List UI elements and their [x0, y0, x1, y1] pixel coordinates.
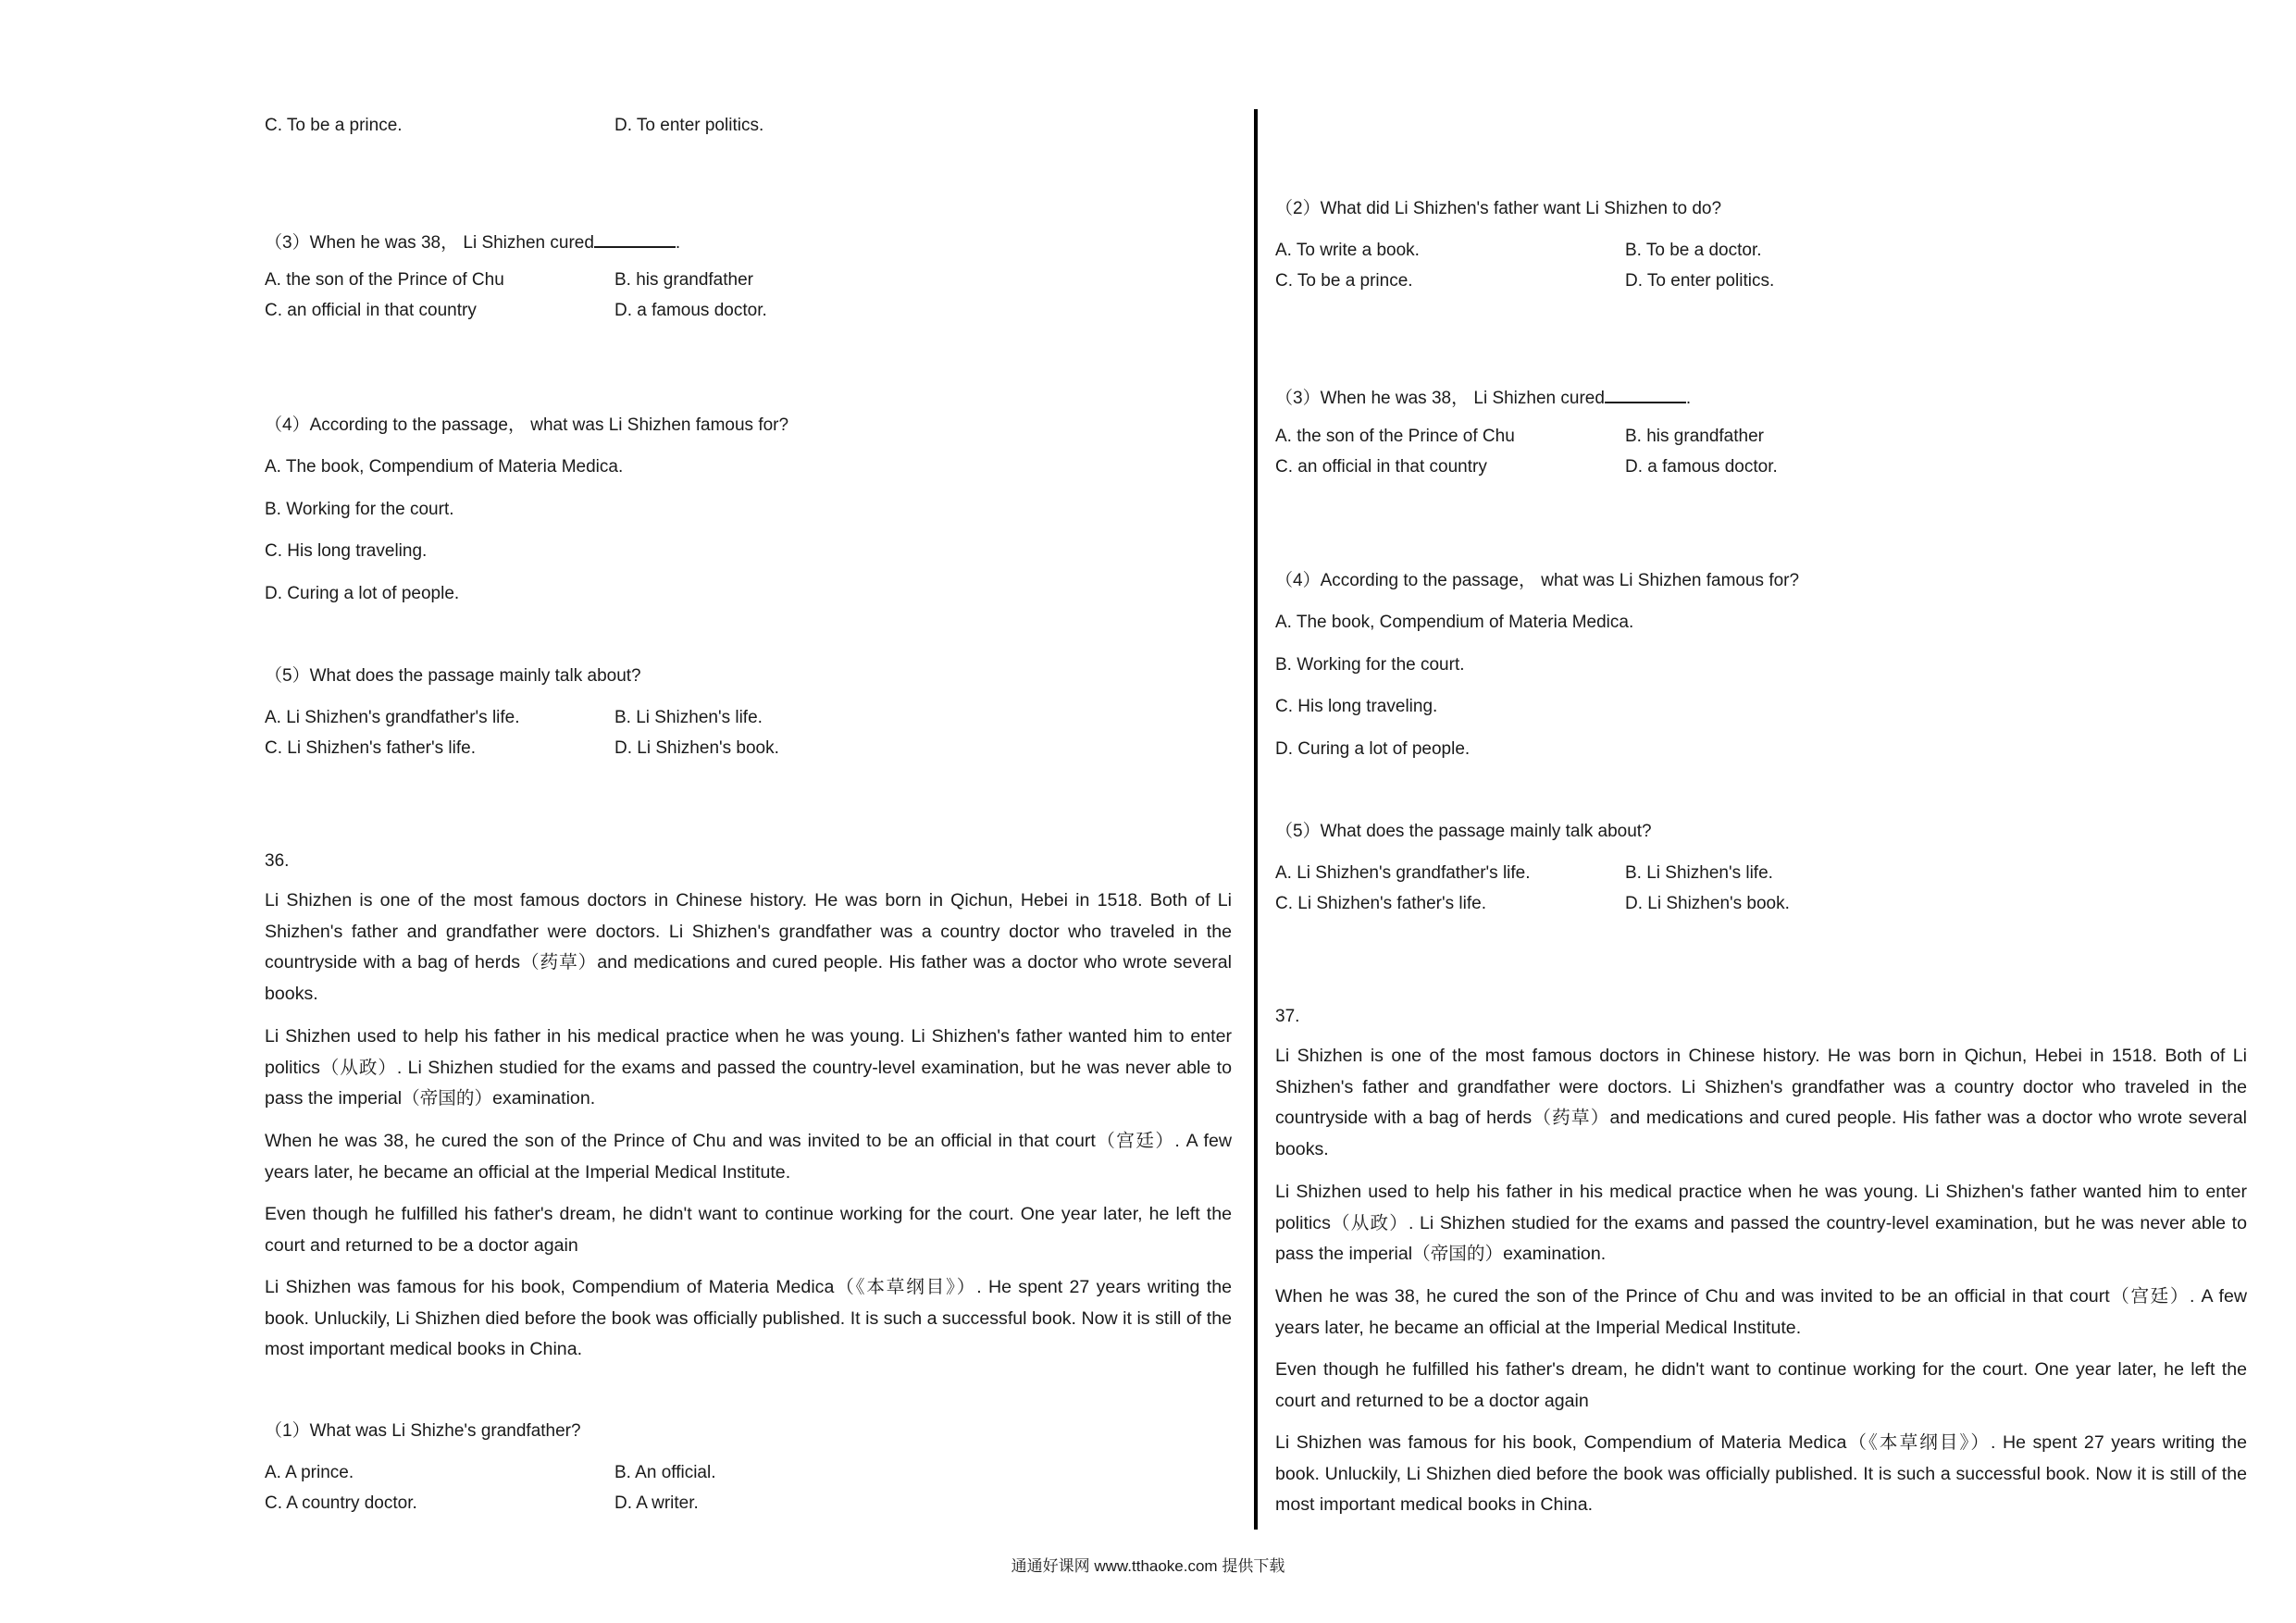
- q2-option-d: D. To enter politics.: [614, 116, 764, 135]
- q5-option-c: C. Li Shizhen's father's life.: [1275, 894, 1486, 913]
- q2-options-row-1: [1275, 241, 1762, 261]
- q5-options-row-2: [1275, 894, 1790, 914]
- q3-option-b: B. his grandfather: [614, 270, 753, 290]
- q3-options-row-1: [1275, 427, 1764, 447]
- q5-option-b: B. Li Shizhen's life.: [614, 708, 763, 727]
- q4-option-b: B. Working for the court.: [1275, 655, 1465, 675]
- passage-paragraph-5: Li Shizhen was famous for his book, Compendium of Materia Medica（《本草纲目》）. He spent 27 years writing the book. Unluckily, Li Shizhen died before the book was officially published. It is such a successful book. Now it is still of the most important medical books in China.: [1275, 1432, 2247, 1516]
- q3-stem: （3）When he was 38， Li Shizhen cured .: [1275, 385, 1691, 409]
- q5-options-row-1: [265, 708, 763, 728]
- q3-option-a: A. the son of the Prince of Chu: [265, 270, 504, 290]
- q1-option-a: A. A prince.: [265, 1463, 354, 1482]
- q1-option-d: D. A writer.: [614, 1493, 699, 1513]
- q4-option-b: B. Working for the court.: [265, 500, 454, 519]
- passage-paragraph-3: When he was 38, he cured the son of the Prince of Chu and was invited to be an official in that court（宫廷）. A few years later, he became an official at the Imperial Medical Institute.: [265, 1131, 1232, 1183]
- q4-option-c: C. His long traveling.: [1275, 697, 1438, 716]
- passage-paragraph-4: Even though he fulfilled his father's dream, he didn't want to continue working for the court. One year later, he left the court and returned to be a doctor again: [265, 1204, 1232, 1256]
- q4-stem: （4）According to the passage， what was Li Shizhen famous for?: [1275, 571, 1800, 590]
- q3-option-c: C. an official in that country: [265, 301, 477, 320]
- q1-option-b: B. An official.: [614, 1463, 716, 1482]
- q5-options-row-1: [1275, 863, 1773, 884]
- q3-options-row-2: [265, 301, 767, 321]
- q4-option-a: A. The book, Compendium of Materia Medica.: [265, 457, 624, 477]
- passage-paragraph-1: Li Shizhen is one of the most famous doctors in Chinese history. He was born in Qichun, Hebei in 1518. Both of Li Shizhen's father and grandfather were doctors. Li Shizhen's grandfather was a country doctor who traveled in the countryside with a bag of herds（药草）and medications and cured people. His father was a doctor who wrote several books.: [1275, 1046, 2247, 1159]
- passage-paragraph-5: Li Shizhen was famous for his book, Compendium of Materia Medica（《本草纲目》）. He spent 27 years writing the book. Unluckily, Li Shizhen died before the book was officially published. It is such a successful book. Now it is still of the most important medical books in China.: [265, 1277, 1232, 1360]
- passage-paragraph-4: Even though he fulfilled his father's dream, he didn't want to continue working for the court. One year later, he left the court and returned to be a doctor again: [1275, 1359, 2247, 1411]
- q4-stem: （4）According to the passage， what was Li Shizhen famous for?: [265, 415, 789, 435]
- q5-option-a: A. Li Shizhen's grandfather's life.: [265, 708, 520, 727]
- passage-paragraph-2: Li Shizhen used to help his father in his medical practice when he was young. Li Shizhen's father wanted him to enter politics（从政）. Li Shizhen studied for the exams and passed the country-level examination, but he was never able to pass the imperial（帝国的）examination.: [265, 1026, 1232, 1109]
- q1-option-c: C. A country doctor.: [265, 1493, 417, 1513]
- q5-stem: （5）What does the passage mainly talk about?: [265, 666, 641, 686]
- answer-blank: [1605, 385, 1686, 403]
- q5-option-b: B. Li Shizhen's life.: [1625, 863, 1773, 883]
- q5-option-d: D. Li Shizhen's book.: [614, 738, 779, 758]
- q5-option-d: D. Li Shizhen's book.: [1625, 894, 1790, 913]
- q3-options-row-2: [1275, 457, 1778, 477]
- q4-option-a: A. The book, Compendium of Materia Medica.: [1275, 613, 1634, 632]
- q5-option-a: A. Li Shizhen's grandfather's life.: [1275, 863, 1531, 883]
- q3-option-d: D. a famous doctor.: [1625, 457, 1778, 477]
- q4-option-d: D. Curing a lot of people.: [265, 584, 460, 603]
- q2-option-d: D. To enter politics.: [1625, 271, 1775, 291]
- passage-paragraph-1: Li Shizhen is one of the most famous doctors in Chinese history. He was born in Qichun, Hebei in 1518. Both of Li Shizhen's father and grandfather were doctors. Li Shizhen's grandfather was a country doctor who traveled in the countryside with a bag of herds（药草）and medications and cured people. His father was a doctor who wrote several books.: [265, 890, 1232, 1004]
- q3-option-b: B. his grandfather: [1625, 427, 1764, 446]
- q2-options-row: [265, 116, 764, 136]
- passage-paragraph-2: Li Shizhen used to help his father in his medical practice when he was young. Li Shizhen's father wanted him to enter politics（从政）. Li Shizhen studied for the exams and passed the country-level examination, but he was never able to pass the imperial（帝国的）examination.: [1275, 1182, 2247, 1265]
- q3-option-a: A. the son of the Prince of Chu: [1275, 427, 1515, 446]
- answer-blank: [594, 229, 676, 248]
- q2-stem: （2）What did Li Shizhen's father want Li Shizhen to do?: [1275, 199, 1722, 218]
- q5-option-c: C. Li Shizhen's father's life.: [265, 738, 476, 758]
- q5-options-row-2: [265, 738, 779, 759]
- q5-stem: （5）What does the passage mainly talk about?: [1275, 822, 1652, 841]
- q3-option-d: D. a famous doctor.: [614, 301, 767, 320]
- q1-stem: （1）What was Li Shizhe's grandfather?: [265, 1421, 581, 1441]
- q3-stem: （3）When he was 38， Li Shizhen cured .: [265, 229, 680, 254]
- q4-option-c: C. His long traveling.: [265, 541, 428, 561]
- q3-options-row-1: [265, 270, 753, 291]
- q4-option-d: D. Curing a lot of people.: [1275, 739, 1471, 759]
- q1-options-row-2: [265, 1493, 699, 1514]
- footer-credit: 通通好课网 www.tthaoke.com 提供下载: [1011, 1557, 1285, 1575]
- question-number: 36.: [265, 851, 290, 871]
- q2-option-b: B. To be a doctor.: [1625, 241, 1762, 260]
- column-divider: [1254, 109, 1258, 1530]
- q1-options-row-1: [265, 1463, 716, 1483]
- q2-option-c: C. To be a prince.: [1275, 271, 1413, 291]
- q2-option-a: A. To write a book.: [1275, 241, 1420, 260]
- q2-options-row-2: [1275, 271, 1775, 291]
- q2-option-c: C. To be a prince.: [265, 116, 403, 135]
- question-number: 37.: [1275, 1007, 1300, 1026]
- passage-paragraph-3: When he was 38, he cured the son of the Prince of Chu and was invited to be an official in that court（宫廷）. A few years later, he became an official at the Imperial Medical Institute.: [1275, 1286, 2247, 1338]
- q3-option-c: C. an official in that country: [1275, 457, 1487, 477]
